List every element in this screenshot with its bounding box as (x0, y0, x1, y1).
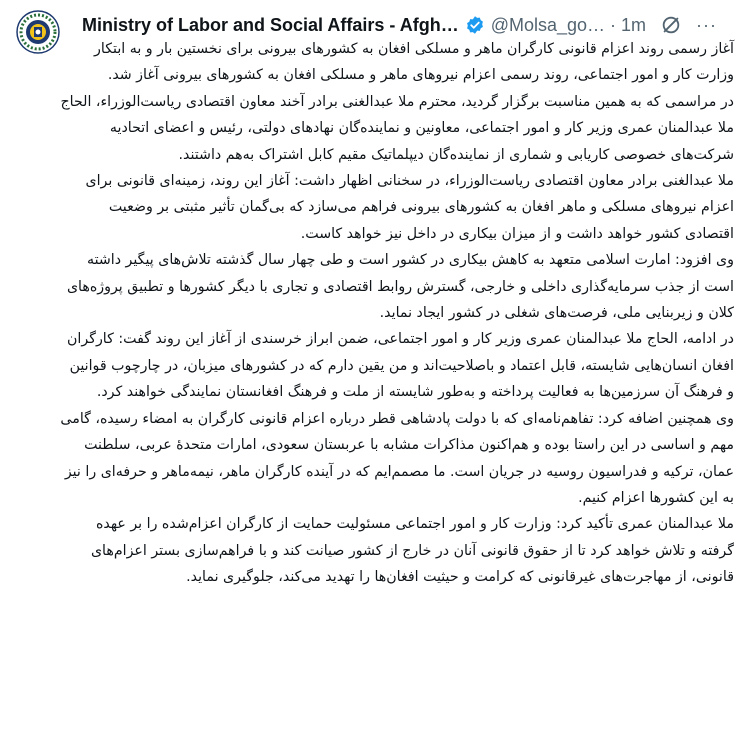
more-options-icon[interactable]: ··· (696, 14, 718, 35)
post-paragraph: ملا عبدالمنان عمری تأکید کرد: وزارت کار و امور اجتماعی مسئولیت حمایت از کارگران اعزام‌شده را بر عهده گرفته و تلاش خواهد کرد تا از حقوق قانونی آنان در خارج از کشور صیانت کند و با فراهم‌سازی بستر اعزام‌های قانونی، از مهاجرت‌های غیرقانونی که کرامت و حیثیت افغان‌ها را تهدید می‌کند، جلوگیری نماید. (90, 516, 734, 586)
post-paragraph: وی همچنین اضافه کرد: تفاهم‌نامه‌ای که با دولت پادشاهی قطر درباره اعزام قانونی کارگران به امضاء رسیده، گامی مهم و اساسی در این راستا بوده و هم‌اکنون مذاکرات مشابه با عربستان سعودی، امارات متحدهٔ عربی، سلطنت عمان، ترکیه و فدراسیون روسیه در جریان است. ما مصمم‌ایم که در آینده کارگران ماهر، نیمه‌ماهر و حرفه‌ای را نیز به این کشورها اعزام کنیم. (60, 410, 734, 506)
post-body (60, 36, 734, 591)
author-handle[interactable]: @Molsa_go… (490, 14, 606, 35)
author-name[interactable]: Ministry of Labor and Social Affairs - Afgh… (82, 14, 459, 35)
post-timestamp[interactable]: 1m (621, 14, 647, 35)
post-paragraph: ملا عبدالغنی برادر معاون اقتصادی ریاست‌الوزراء، در سخنانی اظهار داشت: آغاز این روند، زمینه‌ای قانونی برای اعزام نیروهای مسلکی و ماهر افغان به کشورهای بیرونی فراهم می‌سازد که بی‌گمان تأثیر مثبتی بر وضعیت اقتصادی کشور خواهد داشت و از میزان بیکاری در داخل نیز خواهد کاست. (85, 173, 734, 242)
post-paragraph: وی افزود: امارت اسلامی متعهد به کاهش بیکاری در کشور است و طی چهار سال گذشته تلاش‌های پیگیر داشته است از جذب سرمایه‌گذاری داخلی و خارجی، گسترش روابط اقتصادی و تجاری با دیگر کشورها و تطبیق پروژه‌های کلان و زیربنایی ملی، فرصت‌های شغلی در کشور ایجاد نماید. (66, 252, 734, 322)
grok-icon[interactable] (660, 14, 682, 36)
post-header (82, 12, 734, 38)
ministry-logo-icon (16, 10, 60, 54)
post-paragraph: آغاز رسمی روند اعزام قانونی کارگران ماهر و مسلکی افغان به کشورهای بیرونی برای نخستین بار و به ابتکار وزارت کار و امور اجتماعی، روند رسمی اعزام نیروهای ماهر و مسلکی افغان به کشورهای بیرونی آغاز شد. (94, 41, 734, 84)
verified-badge-icon[interactable] (465, 15, 485, 35)
separator-dot: · (610, 14, 617, 35)
ministry-logo-avatar[interactable] (16, 10, 60, 54)
post-paragraph: در ادامه، الحاج ملا عبدالمنان عمری وزیر کار و امور اجتماعی، ضمن ابراز خرسندی از آغاز این روند گفت: کارگران افغان انسان‌هایی شایسته، قابل اعتماد و باصلاحیت‌اند و من یقین دارم که در کشورهای میزبان، در چارچوب قوانین و فرهنگ آن سرزمین‌ها به فعالیت پرداخته و به‌طور شایسته از ملت و فرهنگ افغانستان نمایندگی خواهند کرد. (67, 331, 734, 401)
post-paragraph: در مراسمی که به همین مناسبت برگزار گردید، محترم ملا عبدالغنی برادر آخند معاون اقتصادی ریاست‌الوزراء، الحاج ملا عبدالمنان عمری وزیر کار و امور اجتماعی، معاونین و نماینده‌گان نهادهای دولتی، رئیس و اعضای اتحادیه شرکت‌های خصوصی کاریابی و شماری از نماینده‌گان دیپلماتیک مقیم کابل اشتراک به‌هم داشتند. (60, 93, 734, 163)
